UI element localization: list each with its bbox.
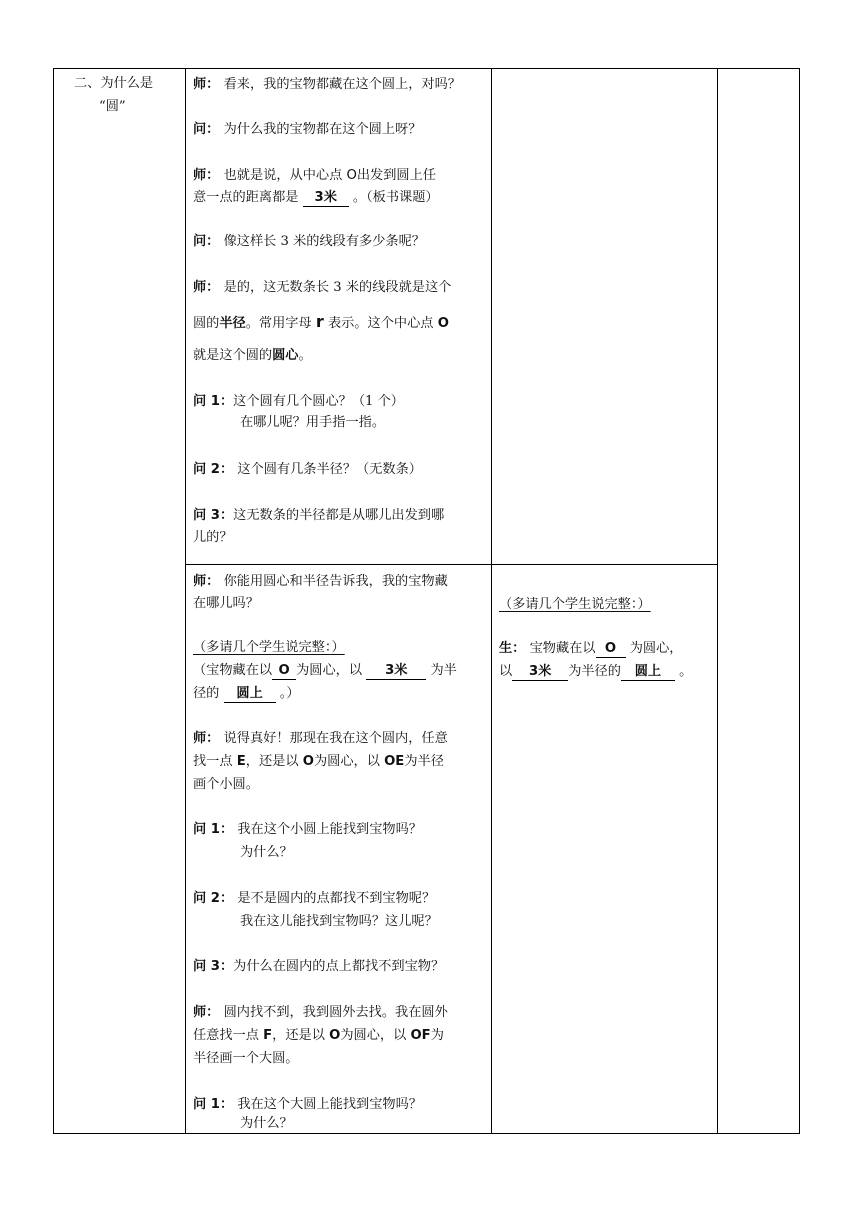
dialogue-text: 任意找一点	[193, 1028, 259, 1043]
upper-q3	[193, 506, 444, 526]
speaker-label: 问 3：	[193, 959, 234, 974]
table-top-border	[53, 68, 800, 69]
upper-line-2	[193, 120, 421, 140]
speaker-label: 问：	[193, 234, 220, 249]
term-bold: 圆心	[272, 348, 299, 363]
lower-line-3c: 半径画一个大圆。	[193, 1051, 299, 1066]
speaker-label: 师：	[193, 168, 220, 183]
dialogue-text: 宝物藏在以	[529, 641, 596, 656]
dialogue-text: 这无数条的半径都是从哪儿出发到哪	[233, 508, 445, 523]
dialogue-text: 出发到圆上任	[356, 168, 436, 183]
speaker-label: 师：	[193, 77, 220, 92]
student-hint: （多请几个学生说完整：）	[499, 597, 651, 612]
column-divider-3	[717, 68, 718, 1134]
dialogue-text: 。常用字母	[245, 316, 312, 331]
fill-blank: 3米	[512, 663, 568, 681]
dialogue-text: 是不是圆内的点都找不到宝物呢？	[237, 891, 436, 906]
letter-o: O	[437, 316, 449, 331]
dialogue-text: 像这样长 3 米的线段有多少条呢？	[223, 234, 425, 249]
dialogue-text: 我在这个小圆上能找到宝物吗？	[237, 822, 422, 837]
fill-blank: O	[596, 640, 626, 658]
lower-line-2c: 画个小圆。	[193, 777, 259, 792]
row-divider	[185, 564, 718, 565]
dialogue-text: 为圆心，以	[340, 1028, 407, 1043]
lower-answer-2	[193, 684, 300, 704]
dialogue-text: 意一点的距离都是	[193, 190, 299, 205]
speaker-label: 生：	[499, 641, 526, 656]
fill-blank: 圆上	[621, 663, 675, 681]
point-label: O	[346, 168, 357, 183]
dialogue-text: ，还是以	[245, 754, 299, 769]
speaker-label: 问 2：	[193, 462, 234, 477]
speaker-label: 师：	[193, 574, 220, 589]
dialogue-text: 。（板书课题）	[352, 190, 439, 205]
letter-o: O	[329, 1028, 341, 1043]
dialogue-text: 我在这个大圆上能找到宝物吗？	[237, 1097, 422, 1112]
lower-line-3	[193, 1003, 448, 1023]
upper-q1	[193, 392, 404, 412]
speaker-label: 问：	[193, 122, 220, 137]
dialogue-text: 找一点	[193, 754, 233, 769]
letter-o: O	[302, 754, 314, 769]
upper-line-5	[193, 278, 451, 298]
lower-q4	[193, 1095, 422, 1115]
upper-q3-line2: 儿的？	[193, 530, 233, 545]
student-answer-line2	[499, 662, 692, 682]
dialogue-text: 为什么在圆内的点上都找不到宝物？	[233, 959, 445, 974]
lower-line-2	[193, 729, 448, 749]
dialogue-text: 为半径的	[568, 664, 621, 679]
lower-q2	[193, 889, 435, 909]
speaker-label: 师：	[193, 280, 220, 295]
upper-q2	[193, 460, 422, 480]
dialogue-text: 说得真好！那现在我在这个圆内，任意	[223, 731, 448, 746]
upper-q1-line2: 在哪儿呢？用手指一指。	[240, 415, 386, 430]
speaker-label: 问 1：	[193, 394, 234, 409]
lower-line-1	[193, 572, 448, 592]
speaker-label: 师：	[193, 731, 220, 746]
dialogue-text: 是的，这无数条长 3 米的线段就是这个	[223, 280, 452, 295]
lower-q3	[193, 957, 444, 977]
term-bold: 半径	[219, 316, 246, 331]
dialogue-text: 。）	[279, 686, 300, 701]
fill-blank: O	[272, 662, 296, 680]
upper-line-5b	[193, 312, 449, 334]
lower-answer	[193, 661, 457, 681]
fill-blank: 3米	[366, 662, 426, 680]
speaker-label: 问 1：	[193, 1097, 234, 1112]
dialogue-text: 为半	[430, 663, 457, 678]
dialogue-text: 圆的	[193, 316, 220, 331]
segment-oe: OE	[384, 754, 405, 769]
segment-of: OF	[410, 1028, 431, 1043]
upper-line-1	[193, 75, 461, 95]
upper-line-5c	[193, 346, 312, 366]
fill-blank: 圆上	[224, 685, 276, 703]
lower-q1	[193, 820, 422, 840]
letter-r: r	[315, 312, 324, 331]
dialogue-text: 这个圆有几条半径？（无数条）	[237, 462, 422, 477]
dialogue-text: 也就是说，从中心点	[223, 168, 343, 183]
lower-hint: （多请几个学生说完整：）	[193, 640, 345, 655]
section-label-line2: “圆”	[99, 99, 126, 114]
upper-line-3	[193, 166, 436, 186]
dialogue-text: 以	[499, 664, 513, 679]
dialogue-text: 为圆心，以	[313, 754, 380, 769]
upper-line-4	[193, 232, 425, 252]
dialogue-text: 这个圆有几个圆心？（1 个）	[233, 394, 404, 409]
lower-q2-line2: 我在这儿能找到宝物吗？这儿呢？	[240, 914, 438, 929]
speaker-label: 问 2：	[193, 891, 234, 906]
table-left-border	[53, 68, 54, 1134]
dialogue-text: 圆内找不到，我到圆外去找。我在圆外	[223, 1005, 448, 1020]
fill-blank: 3米	[303, 189, 349, 207]
section-label-line1: 二、为什么是	[74, 76, 154, 91]
dialogue-text: 看来，我的宝物都藏在这个圆上，对吗？	[223, 77, 461, 92]
lower-q4-line2: 为什么？	[240, 1116, 293, 1131]
dialogue-text: 为圆心，以	[296, 663, 363, 678]
dialogue-text: 为圆心，	[629, 641, 683, 656]
dialogue-text: ，还是以	[272, 1028, 325, 1043]
lower-line-2b	[193, 752, 444, 772]
dialogue-text: 表示。这个中心点	[327, 316, 434, 331]
table-right-border	[799, 68, 800, 1134]
dialogue-text: 径的	[193, 686, 220, 701]
speaker-label: 问 1：	[193, 822, 234, 837]
dialogue-text: 。	[679, 664, 693, 679]
dialogue-text: 。	[298, 348, 312, 363]
dialogue-text: 你能用圆心和半径告诉我，我的宝物藏	[223, 574, 448, 589]
lower-line-3b	[193, 1026, 444, 1046]
speaker-label: 问 3：	[193, 508, 234, 523]
speaker-label: 师：	[193, 1005, 220, 1020]
upper-line-3b	[193, 188, 439, 208]
dialogue-text: 就是这个圆的	[193, 348, 273, 363]
student-answer-line1	[499, 639, 682, 659]
dialogue-text: 为什么我的宝物都在这个圆上呀？	[223, 122, 422, 137]
lower-q1-line2: 为什么？	[240, 845, 293, 860]
letter-f: F	[263, 1028, 273, 1043]
table-bottom-border	[53, 1133, 800, 1134]
column-divider-1	[185, 68, 186, 1134]
letter-e: E	[236, 754, 246, 769]
lower-line-1b: 在哪儿吗？	[193, 596, 259, 611]
dialogue-text: 为半径	[404, 754, 444, 769]
column-divider-2	[491, 68, 492, 1134]
dialogue-text: （宝物藏在以	[193, 663, 273, 678]
dialogue-text: 为	[430, 1028, 444, 1043]
